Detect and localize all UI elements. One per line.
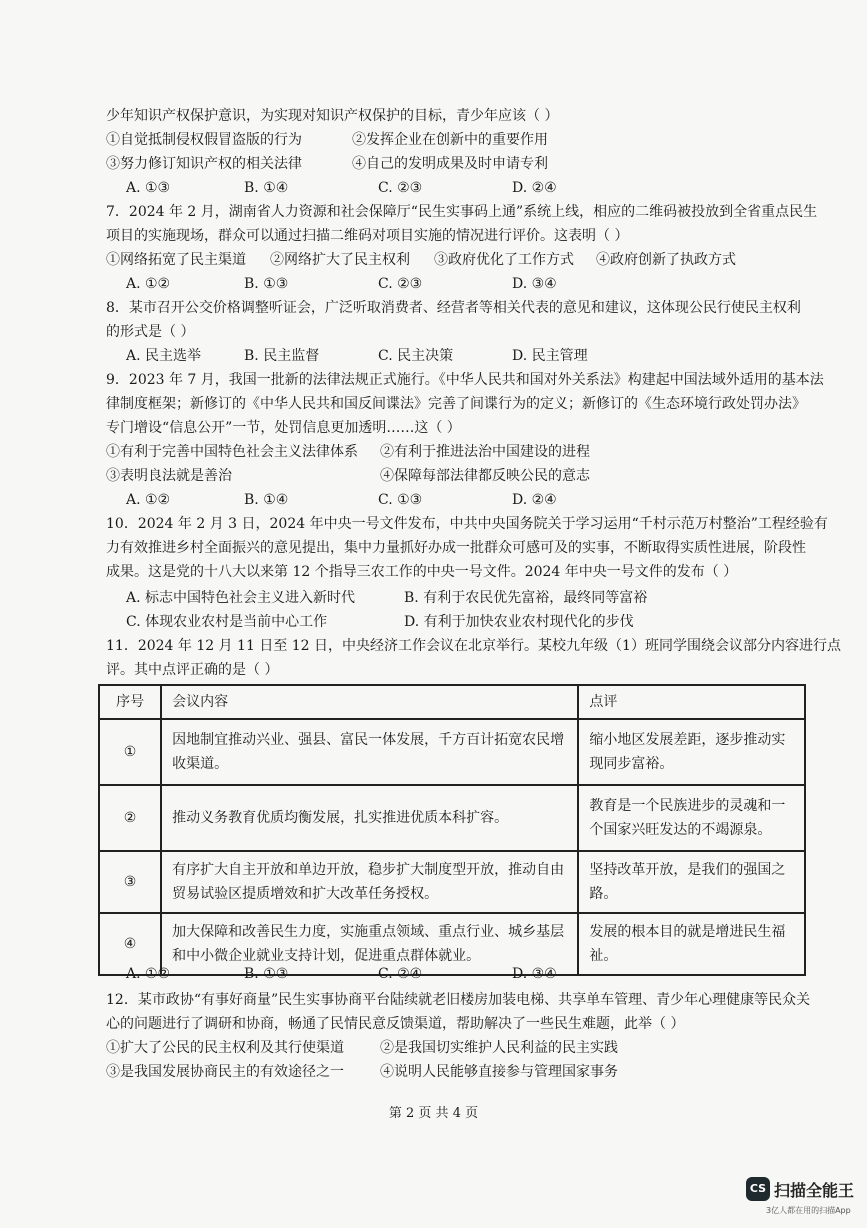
row-content: 推动义务教育优质均衡发展，扎实推进优质本科扩容。 <box>161 785 578 851</box>
q7-stem-line: 项目的实施现场，群众可以通过扫描二维码对项目实施的情况进行评价。这表明（ ） <box>106 228 629 244</box>
table-row <box>99 719 805 785</box>
row-no: ② <box>99 785 161 851</box>
q9-stem-line: 9．2023 年 7 月，我国一批新的法律法规正式施行。《中华人民共和国对外关系法》构建起中国法域外适用的基本法 <box>106 372 824 388</box>
q10-stem-line: 10．2024 年 2 月 3 日，2024 年中央一号文件发布，中共中央国务院关于学习运用“千村示范万村整治”工程经验有 <box>106 516 828 532</box>
option: A. ①② <box>126 492 171 508</box>
option: B. 民主监督 <box>244 348 320 364</box>
brand-tagline: 3亿人都在用的扫描App <box>766 1206 851 1215</box>
option: D. ②④ <box>512 180 557 196</box>
q11-stem-line: 评。其中点评正确的是（ ） <box>106 662 279 678</box>
camscanner-logo-icon: CS <box>746 1177 770 1201</box>
q8-stem-line: 的形式是（ ） <box>106 324 195 340</box>
option: C. ①③ <box>378 492 423 508</box>
option: B. ①④ <box>244 180 289 196</box>
q9-stem-line: 专门增设“信息公开”一节，处罚信息更加透明……这（ ） <box>106 420 461 436</box>
q8-options <box>106 346 806 366</box>
option: C. ②③ <box>378 276 423 292</box>
option: C. 体现农业农村是当前中心工作 <box>126 614 328 630</box>
q9-statements-row2 <box>106 466 806 486</box>
row-comment: 缩小地区发展差距，逐步推动实现同步富裕。 <box>578 719 805 785</box>
option: A. ①② <box>126 276 171 292</box>
option: B. ①④ <box>244 492 289 508</box>
q6-statement: ③努力修订知识产权的相关法律 <box>106 156 302 172</box>
brand-name: 扫描全能王 <box>774 1181 855 1200</box>
q12-statement: ②是我国切实维护人民利益的民主实践 <box>380 1040 618 1056</box>
option: A. ①② <box>126 966 171 982</box>
q7-options <box>106 274 806 294</box>
q11-stem-line: 11．2024 年 12 月 11 日至 12 日，中央经济工作会议在北京举行。某校九年级（1）班同学围绕会议部分内容进行点 <box>106 638 841 654</box>
q10-options-row1 <box>106 588 806 608</box>
option: D. ②④ <box>512 492 557 508</box>
q7-statements <box>106 250 806 270</box>
q6-statement: ④自己的发明成果及时申请专利 <box>352 156 548 172</box>
q11-options <box>106 964 806 984</box>
row-no: ③ <box>99 851 161 913</box>
q6-statements-row2 <box>106 154 806 174</box>
q6-options <box>106 178 806 198</box>
q6-statement: ①自觉抵制侵权假冒盗版的行为 <box>106 132 302 148</box>
q9-statement: ②有利于推进法治中国建设的进程 <box>380 444 590 460</box>
header-content: 会议内容 <box>161 685 578 719</box>
q12-statement: ④说明人民能够直接参与管理国家事务 <box>380 1064 618 1080</box>
option: B. ①③ <box>244 276 289 292</box>
option: C. 民主决策 <box>378 348 454 364</box>
q9-stem-line: 律制度框架；新修订的《中华人民共和国反间谍法》完善了间谍行为的定义；新修订的《生态环境行政处罚办法》 <box>106 396 806 412</box>
q7-statement: ①网络拓宽了民主渠道 <box>106 252 246 268</box>
q7-statement: ④政府创新了执政方式 <box>596 252 736 268</box>
header-no: 序号 <box>99 685 161 719</box>
q10-options-row2 <box>106 612 806 632</box>
q6-stem: 少年知识产权保护意识，为实现对知识产权保护的目标，青少年应该（ ） <box>106 108 559 124</box>
table-header-row <box>99 685 805 719</box>
q6-statement: ②发挥企业在创新中的重要作用 <box>352 132 548 148</box>
option: B. ①③ <box>244 966 289 982</box>
q7-statement: ③政府优化了工作方式 <box>434 252 574 268</box>
page-footer: 第 2 页 共 4 页 <box>388 1106 479 1121</box>
option: D. 民主管理 <box>512 348 588 364</box>
header-comment: 点评 <box>578 685 805 719</box>
q12-stem-line: 12．某市政协“有事好商量”民生实事协商平台陆续就老旧楼房加装电梯、共享单车管理、青少年心理健康等民众关 <box>106 992 811 1008</box>
option: C. ②④ <box>378 966 423 982</box>
q11-table <box>98 684 806 976</box>
q9-statement: ③表明良法就是善治 <box>106 468 232 484</box>
q6-statements-row1 <box>106 130 806 150</box>
row-content: 因地制宜推动兴业、强县、富民一体发展，千方百计拓宽农民增收渠道。 <box>161 719 578 785</box>
option: C. ②③ <box>378 180 423 196</box>
q9-options <box>106 490 806 510</box>
q9-statement: ④保障每部法律都反映公民的意志 <box>380 468 590 484</box>
option: B. 有利于农民优先富裕，最终同等富裕 <box>404 590 648 606</box>
q12-statements-row2 <box>106 1062 806 1082</box>
option: A. ①③ <box>126 180 171 196</box>
q12-statement: ③是我国发展协商民主的有效途径之一 <box>106 1064 344 1080</box>
row-no: ④ <box>99 913 161 975</box>
row-no: ① <box>99 719 161 785</box>
q12-statement: ①扩大了公民的民主权利及其行使渠道 <box>106 1040 344 1056</box>
row-comment: 发展的根本目的就是增进民生福祉。 <box>578 913 805 975</box>
row-content: 加大保障和改善民生力度，实施重点领域、重点行业、城乡基层和中小微企业就业支持计划，促进重点群体就业。 <box>161 913 578 975</box>
option: A. 民主选举 <box>126 348 202 364</box>
option: D. ③④ <box>512 966 557 982</box>
row-content: 有序扩大自主开放和单边开放，稳步扩大制度型开放，推动自由贸易试验区提质增效和扩大改革任务授权。 <box>161 851 578 913</box>
q12-stem-line: 心的问题进行了调研和协商，畅通了民情民意反馈渠道，帮助解决了一些民生难题，此举（ ） <box>106 1016 685 1032</box>
scanner-watermark <box>746 1177 862 1221</box>
q9-statement: ①有利于完善中国特色社会主义法律体系 <box>106 444 358 460</box>
q10-stem-line: 力有效推进乡村全面振兴的意见提出，集中力量抓好办成一批群众可感可及的实事，不断取得实质性进展，阶段性 <box>106 540 806 556</box>
q10-stem-line: 成果。这是党的十八大以来第 12 个指导三农工作的中央一号文件。2024 年中央一号文件的发布（ ） <box>106 564 738 580</box>
q7-statement: ②网络扩大了民主权利 <box>270 252 410 268</box>
row-comment: 坚持改革开放，是我们的强国之路。 <box>578 851 805 913</box>
table-row <box>99 785 805 851</box>
q7-stem-line: 7．2024 年 2 月，湖南省人力资源和社会保障厅“民生实事码上通”系统上线，相应的二维码被投放到全省重点民生 <box>106 204 818 220</box>
q8-stem-line: 8．某市召开公交价格调整听证会，广泛听取消费者、经营者等相关代表的意见和建议，这体现公民行使民主权利 <box>106 300 801 316</box>
row-comment: 教育是一个民族进步的灵魂和一个国家兴旺发达的不竭源泉。 <box>578 785 805 851</box>
option: A. 标志中国特色社会主义进入新时代 <box>126 590 356 606</box>
q12-statements-row1 <box>106 1038 806 1058</box>
option: D. 有利于加快农业农村现代化的步伐 <box>404 614 634 630</box>
table-row <box>99 851 805 913</box>
q9-statements-row1 <box>106 442 806 462</box>
option: D. ③④ <box>512 276 557 292</box>
